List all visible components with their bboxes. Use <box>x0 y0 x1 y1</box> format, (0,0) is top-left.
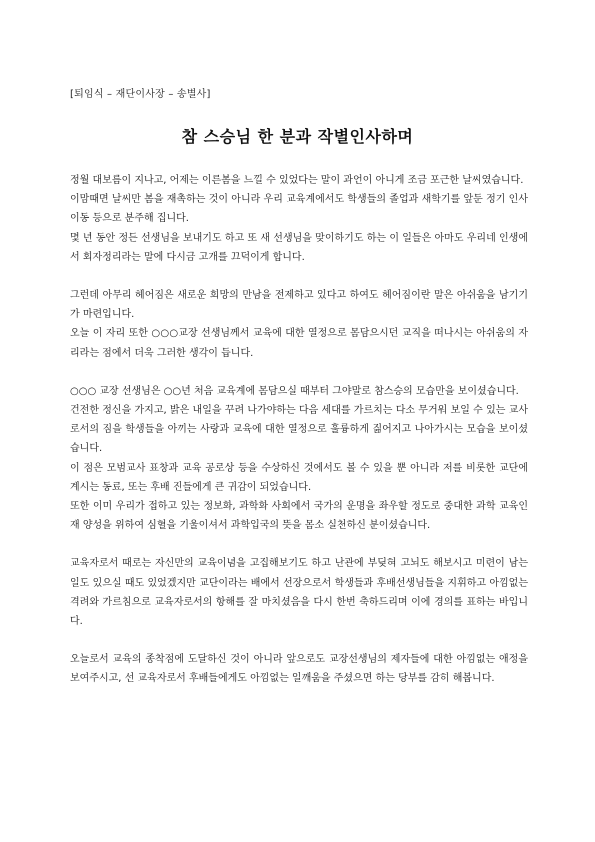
paragraph: ○○○ 교장 선생님은 ○○년 처음 교육계에 몸담으실 때부터 그야말로 참스승의 모습만을 보이셨습니다. <box>70 385 519 397</box>
paragraph: 몇 년 동안 정든 선생님을 보내기도 하고 또 새 선생님을 맞이하기도 하는 이 일들은 아마도 우리네 인생에서 회자정리라는 말에 다시금 고개를 끄덕이게 합니다. <box>70 232 528 263</box>
paragraph: 정월 대보름이 지나고, 어제는 이른봄을 느낄 수 있었다는 말이 과언이 아니게 조금 포근한 날씨였습니다. <box>70 175 524 186</box>
paragraph: 그런데 아무리 헤어짐은 새로운 희망의 만남을 전제하고 있다고 하여도 헤어짐이란 말은 아쉬움을 남기기가 마련입니다. <box>70 290 528 321</box>
paragraph: 또한 이미 우리가 접하고 있는 정보화, 과학화 사회에서 국가의 운명을 좌우할 정도로 중대한 과학 교육인재 양성을 위하여 심혈을 기울이셔서 과학입국의 뜻을 몸소 실천하신 분이셨습니다. <box>70 501 528 532</box>
paragraph: 교육자로서 때로는 자신만의 교육이념을 고집해보기도 하고 난관에 부딪혀 고뇌도 해보시고 미련이 남는 일도 있으실 때도 있었겠지만 교단이라는 배에서 선장으로서 학생들과 후배선생님들을 지휘하고 아낌없는 격려와 가르침으로 교육자로서의 항해를 잘 마치셨음을 다시 한번 축하드리며 이에 경의를 표하는 바입니다. <box>70 558 528 628</box>
paragraph: 이맘때면 날씨만 봄을 재촉하는 것이 아니라 우리 교육계에서도 학생들의 졸업과 새학기를 앞둔 정기 인사이동 등으로 분주해 집니다. <box>70 194 528 225</box>
paragraph: 이 점은 모범교사 표창과 교육 공로상 등을 수상하신 것에서도 볼 수 있을 뿐 아니라 저를 비롯한 교단에 계시는 동료, 또는 후배 진들에게 큰 귀감이 되었습니다. <box>70 462 528 493</box>
document-category-tag: [퇴임식 – 재단이사장 – 송별사] <box>70 89 211 100</box>
paragraph: 건전한 정신을 가지고, 밝은 내일을 꾸려 나가야하는 다음 세대를 가르치는 다소 무거워 보일 수 있는 교사로서의 짐을 학생들을 아끼는 사랑과 교육에 대한 열정으로 훌륭하게 짊어지고 나아가시는 모습을 보이셨습니다. <box>70 405 528 455</box>
document-body <box>70 171 528 689</box>
document-title: 참 스승님 한 분과 작별인사하며 <box>181 127 414 146</box>
paragraph: 오늘로서 교육의 종착점에 도달하신 것이 아니라 앞으로도 교장선생님의 제자들에 대한 아낌없는 애정을 보여주시고, 선 교육자로서 후배들에게도 아낌없는 일깨움을 주셨으면 하는 당부를 감히 해봅니다. <box>70 654 528 685</box>
paragraph: 오늘 이 자리 또한 ○○○교장 선생님께서 교육에 대한 열정으로 몸담으시던 교직을 떠나시는 아쉬움의 자리라는 점에서 더욱 그러한 생각이 듭니다. <box>70 328 528 359</box>
